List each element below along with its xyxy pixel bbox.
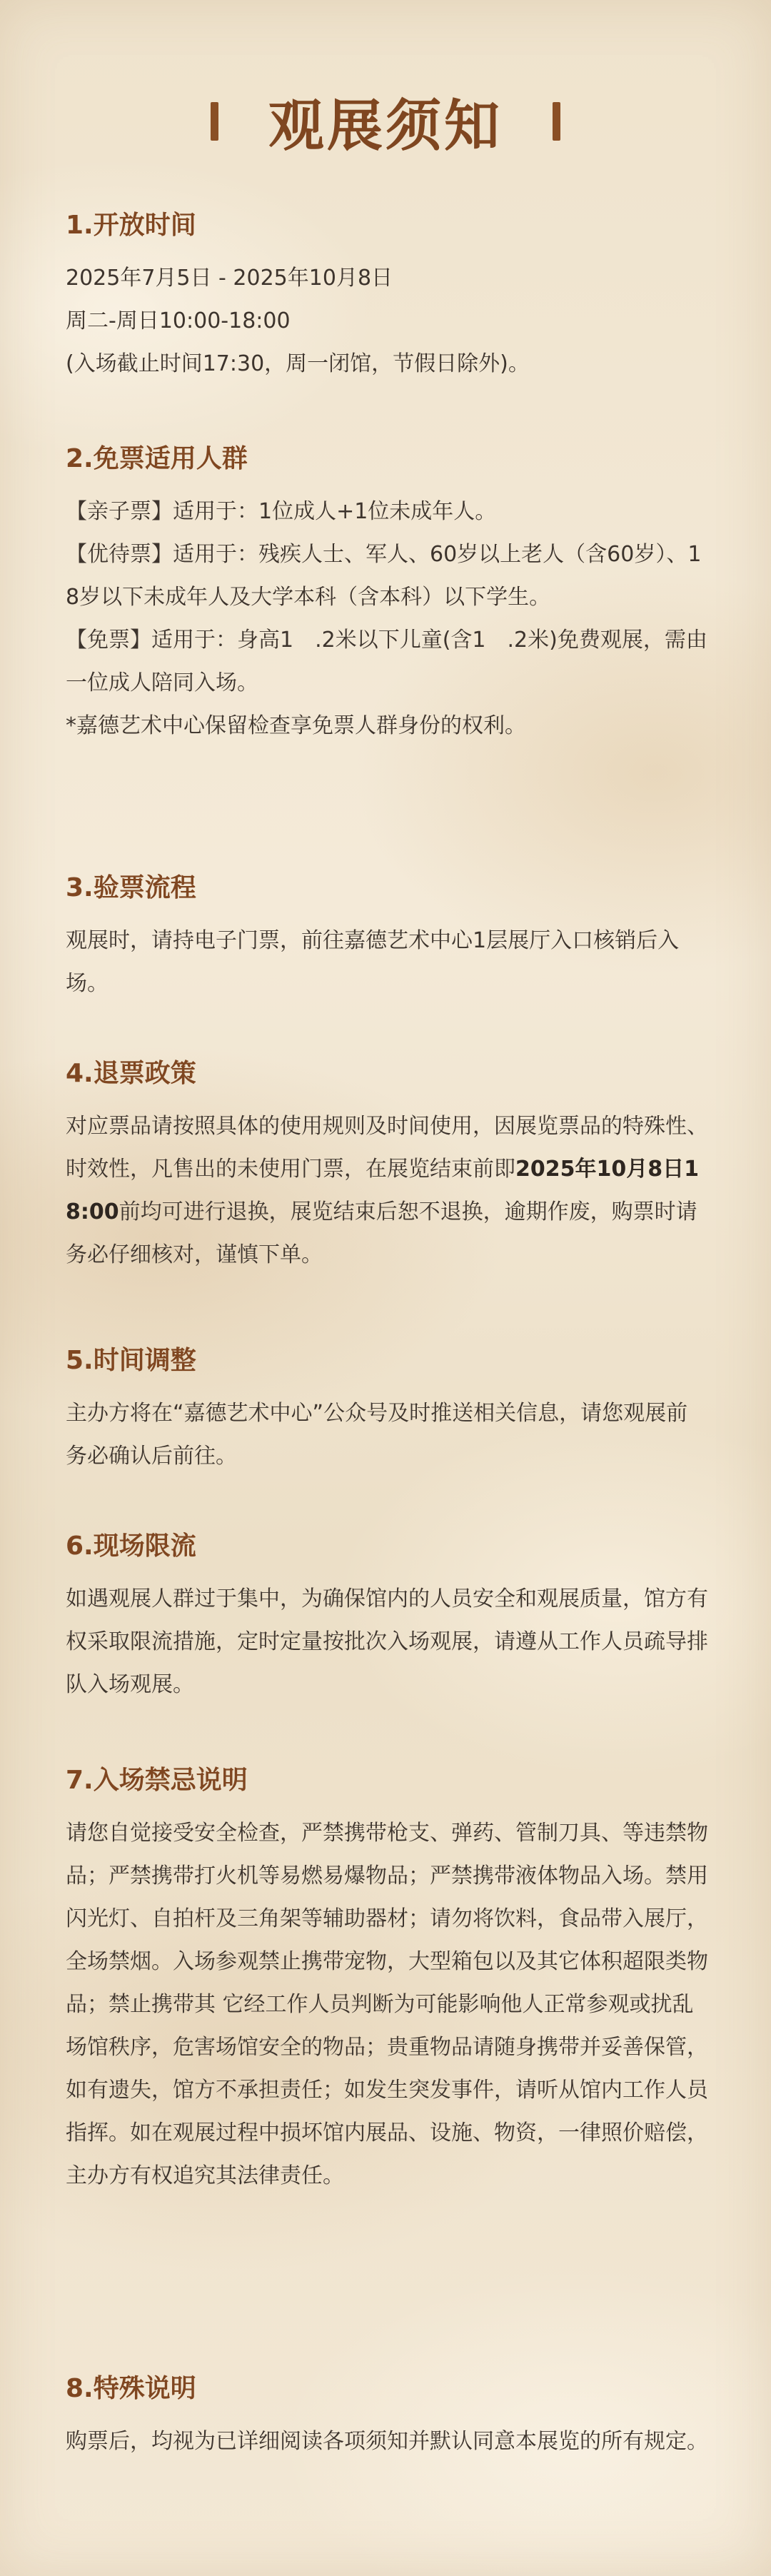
title-decor-bar-right: [553, 102, 560, 141]
section-opening-hours: [66, 207, 708, 386]
section-heading: 2.免票适用人群: [66, 444, 248, 473]
title-decor-bar-left: [211, 102, 218, 141]
opening-note: (入场截止时间17:30，周一闭馆，节假日除外)。: [66, 351, 530, 376]
section-free-groups: [66, 441, 708, 748]
refund-deadline: 2025年10月8日18:00: [66, 1157, 699, 1224]
section-heading: 7.入场禁忌说明: [66, 1766, 248, 1795]
time-adjust-text: 主办方将在“嘉德艺术中心”公众号及时推送相关信息，请您观展前务必确认后前往。: [66, 1401, 688, 1469]
special-text: 购票后，均视为已详细阅读各项须知并默认同意本展览的所有规定。: [66, 2429, 708, 2454]
section-special-notes: [66, 2370, 708, 2463]
refund-text-before: 对应票品请按照具体的使用规则及时间使用，因展览票品的特殊性、时效性，凡售出的未使用门票，在展览结束前即: [66, 1114, 708, 1182]
section-heading: 5.时间调整: [66, 1346, 196, 1375]
refund-text-after: 前均可进行退换，展览结束后恕不退换，逾期作废，购票时请务必仔细核对，谨慎下单。: [66, 1199, 697, 1267]
reserve-rights-note: *嘉德艺术中心保留检查享免票人群身份的权利。: [66, 713, 526, 738]
section-heading: 8.特殊说明: [66, 2374, 196, 2403]
section-prohibitions: [66, 1762, 708, 2198]
section-refund-policy: [66, 1055, 708, 1277]
page-title: 观展须知: [268, 94, 503, 159]
opening-dates: 2025年7月5日 - 2025年10月8日: [66, 266, 393, 291]
section-time-adjust: [66, 1342, 708, 1478]
section-ticket-check: [66, 870, 708, 1005]
ticket-check-text: 观展时，请持电子门票，前往嘉德艺术中心1层展厅入口核销后入场。: [66, 928, 680, 996]
section-heading: 3.验票流程: [66, 873, 196, 902]
section-heading: 6.现场限流: [66, 1531, 196, 1561]
section-heading: 4.退票政策: [66, 1059, 196, 1088]
prohibitions-text: 请您自觉接受安全检查，严禁携带枪支、弹药、管制刀具、等违禁物品；严禁携带打火机等易燃易爆物品；严禁携带液体物品入场。禁用闪光灯、自拍杆及三角架等辅助器材；请勿将饮料，食品带入展厅，全场禁烟。入场参观禁止携带宠物，大型箱包以及其它体积超限类物品；禁止携带其 它经工作人员判断为可能影响他人正常参观或扰乱场馆秩序，危害场馆安全的物品；贵重物品请随身携带并妥善保管，如有遗失，馆方不承担责任；如发生突发事件，请听从馆内工作人员指挥。如在观展过程中损坏馆内展品、设施、物资，一律照价赔偿，主办方有权追究其法律责任。: [66, 1821, 708, 2188]
opening-hours: 周二-周日10:00-18:00: [66, 308, 291, 333]
section-crowd-limit: [66, 1528, 708, 1706]
crowd-limit-text: 如遇观展人群过于集中，为确保馆内的人员安全和观展质量，馆方有权采取限流措施，定时定量按批次入场观展，请遵从工作人员疏导排队入场观展。: [66, 1586, 708, 1697]
title-block: [0, 71, 771, 171]
family-ticket-rule: 【亲子票】适用于：1位成人+1位未成年人。: [66, 499, 497, 524]
section-heading: 1.开放时间: [66, 211, 196, 240]
free-ticket-rule: 【免票】适用于：身高1 .2米以下儿童(含1 .2米)免费观展，需由一位成人陪同入场。: [66, 628, 707, 695]
discount-ticket-rule: 【优待票】适用于：残疾人士、军人、60岁以上老人（含60岁）、18岁以下未成年人及大学本科（含本科）以下学生。: [66, 542, 702, 610]
refund-text: [66, 1105, 708, 1277]
